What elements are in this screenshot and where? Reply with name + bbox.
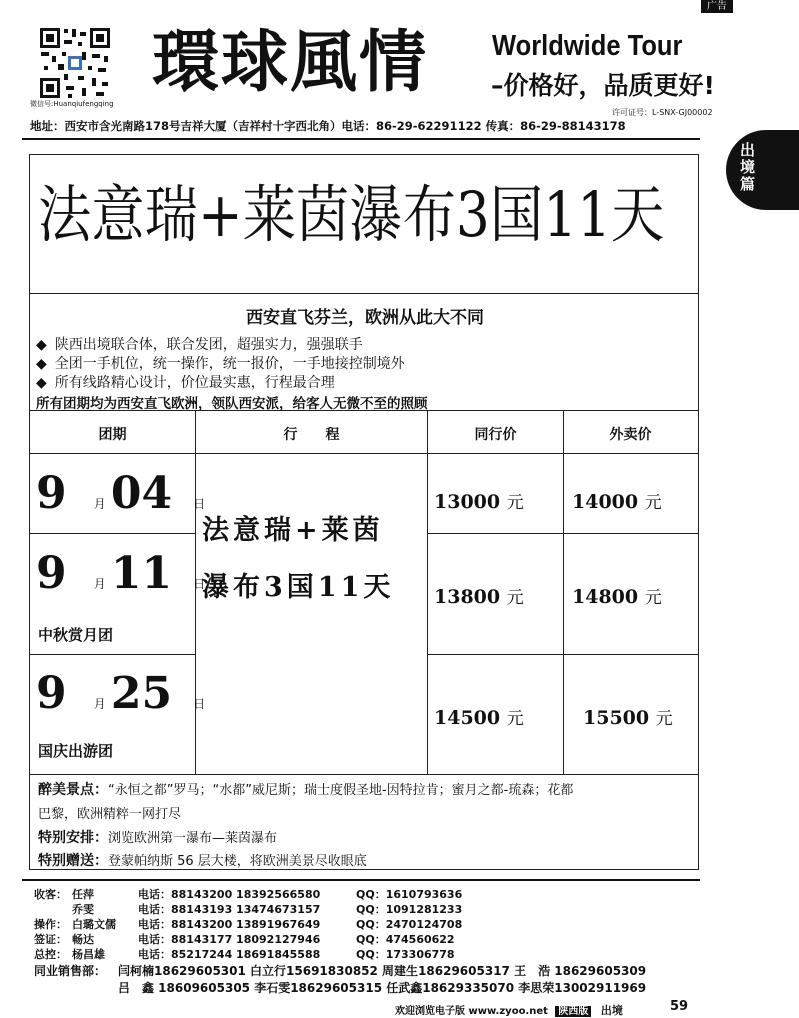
bullet-text: 陕西出境联合体，联合发团，超强实力，强强联手 [54,337,363,353]
divider [29,453,698,454]
agents-label: 同业销售部： [34,964,107,978]
agents-line: 吕 鑫 18609605305 李石雯18629605315 任武鑫18629335070 李思荣13002911969 [118,981,647,995]
date-cell [36,668,205,719]
group-name: 国庆出游团 [38,742,114,760]
month-number: 9 [36,468,67,519]
day-number: 04 [110,468,173,519]
special-gift: 特别赠送：登蒙帕纳斯 56 层大楼，将欧洲美景尽收眼底 [38,853,367,869]
day-label: 日 [193,497,206,511]
header-date: 团期 [98,427,127,443]
date-cell [36,468,205,519]
date-cell [36,548,205,599]
divider [427,410,428,774]
month-number: 9 [36,668,67,719]
note: 所有团期均为西安直飞欧洲，领队西安派，给客人无微不至的照顾 [36,396,428,412]
retail-price: 15500 元 [583,707,673,729]
bullet-item [36,372,335,392]
header-retail-price: 外卖价 [609,427,652,443]
divider [563,410,564,774]
contact-row: 收客： 任萍 电话：88143200 18392566580 QQ：1610793636 [34,888,463,901]
divider [29,654,196,655]
bullet-item [36,353,405,373]
brand-name-en: Worldwide Tour [492,30,683,62]
contact-row: 操作： 白璐文儒 电话：88143200 13891967649 QQ：2470124708 [34,918,463,931]
header-trade-price: 同行价 [474,427,517,443]
month-label: 月 [93,497,106,511]
retail-price: 14000 元 [572,491,662,513]
section-tab [726,130,799,210]
group-name: 中秋赏月团 [38,626,114,644]
month-label: 月 [93,697,106,711]
bullet-item [36,334,363,354]
contact-row: 总控： 杨昌雄 电话：85217244 18691845588 QQ：173306778 [34,948,455,961]
slogan: –价格好，品质更好! [491,71,715,100]
bullet-text: 全团一手机位，统一操作，统一报价，一手地接控制境外 [54,356,405,372]
trade-price: 13000 元 [434,491,524,513]
scenic-spots: 醉美景点：“永恒之都”罗马；“水都”威尼斯；瑞士度假圣地-因特拉肯；蜜月之都-琉森；花都 [38,782,574,798]
month-label: 月 [93,577,106,591]
edition-badge: 陕西版 [555,1006,591,1017]
month-number: 9 [36,548,67,599]
brand-name-cn: 環球風情 [152,23,428,101]
tour-title: 法意瑞+莱茵瀑布3国11天 [38,178,665,251]
ad-tag: 广告 [701,0,733,13]
retail-price: 14800 元 [572,586,662,608]
diamond-icon: ◆ [36,375,47,391]
contact-row: 乔雯 电话：88143193 13474673157 QQ：1091281233 [72,903,463,916]
divider [29,293,698,294]
day-number: 25 [110,668,173,719]
day-label: 日 [193,697,206,711]
license-number: 许可证号：L-SNX-GJ00002 [612,108,713,117]
tour-subtitle: 西安直飞芬兰，欧洲从此大不同 [246,308,484,328]
footer [395,1002,623,1018]
agents-line: 闫柯楠18629605301 白立行15691830852 周建生18629605317 王 浩 18629605309 [118,964,647,978]
special-arrangement: 特别安排：浏览欧洲第一瀑布—莱茵瀑布 [38,830,278,846]
day-number: 11 [110,548,173,599]
day-label: 日 [193,577,206,591]
route-line: 法意瑞+莱茵 [202,515,384,546]
footer-section: 出境 [600,1004,623,1017]
header-divider [22,138,700,140]
wechat-label: 微信号:Huanqiufengqing [30,100,114,108]
route-line: 瀑布3国11天 [202,572,395,603]
scenic-spots-cont: 巴黎，欧洲精粹一网打尽 [38,807,182,822]
divider [29,774,698,775]
trade-price: 14500 元 [434,707,524,729]
header-itinerary: 行 程 [283,427,340,443]
contact-row: 签证： 畅达 电话：88143177 18092127946 QQ：474560622 [34,933,455,946]
contacts-divider [22,879,700,881]
page-number: 59 [670,999,689,1014]
section-tab-label: 出境篇 [740,141,756,193]
bullet-text: 所有线路精心设计，价位最实惠，行程最合理 [54,375,335,391]
diamond-icon: ◆ [36,337,47,353]
qr-code [38,26,112,100]
footer-website[interactable]: 欢迎浏览电子版 www.zyoo.net [395,1006,548,1017]
company-address: 地址：西安市含光南路178号吉祥大厦（吉祥村十字西北角）电话：86-29-62291122 传真：86-29-88143178 [30,119,626,133]
trade-price: 13800 元 [434,586,524,608]
divider [29,533,196,534]
diamond-icon: ◆ [36,356,47,372]
